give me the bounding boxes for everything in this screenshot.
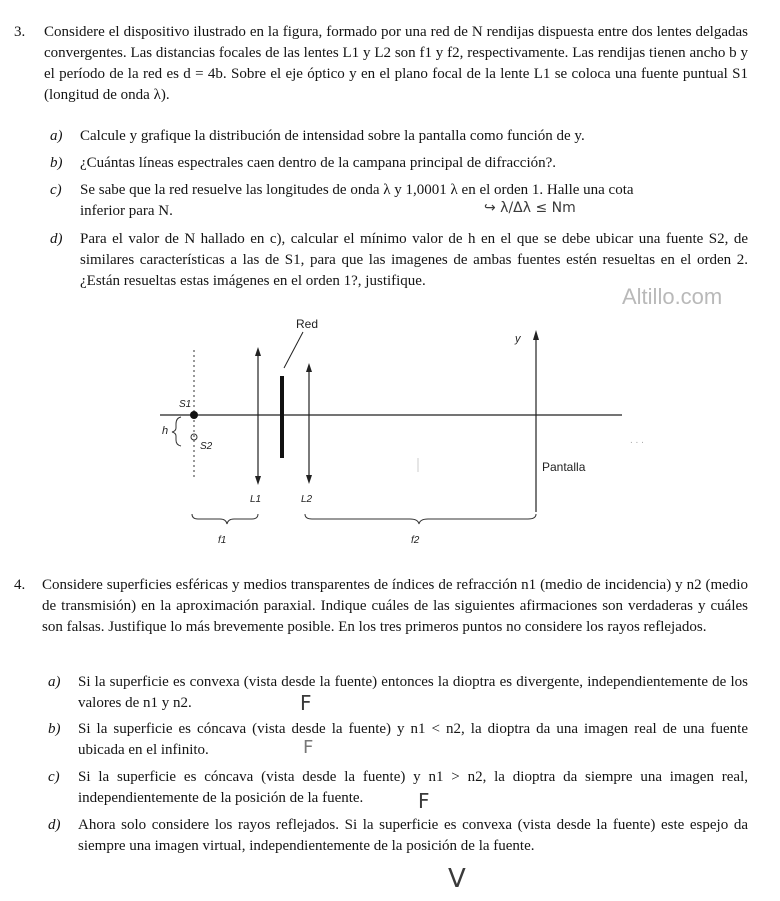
red-label: Red [296, 317, 319, 331]
problem-3-intro: Considere el dispositivo ilustrado en la figura, formado por una red de N rendijas dispuesta entre dos lentes delgadas convergentes. Las distancias focales de las lentes L1 y L2 son f1 y f2, respectivamente. Las rendijas tienen ancho b y el período de la red es d = 4b. Sobre el eje óptico y en el plano focal de la lente L1 se coloca una fuente puntual S1 (longitud de onda λ). [44, 24, 748, 103]
s2-label: S2 [200, 441, 213, 452]
problem-4-intro: Considere superficies esféricas y medios transparentes de índices de refracción n1 (medio de incidencia) y n2 (medio de transmisión) en la aproximación paraxial. Indique cuáles de las siguientes afirmaciones son verdaderas y cuáles son falsas. Justifique lo más brevemente posible. En los tres primeros puntos no considere los rayos reflejados. [42, 577, 748, 635]
item-text: Calcule y grafique la distribución de intensidad sobre la pantalla como función de y. [80, 128, 585, 144]
problem-4-item-a [48, 672, 748, 714]
item-label: d) [48, 817, 61, 833]
y-axis-arrow [533, 330, 539, 340]
watermark: Altillo.com [622, 284, 723, 309]
item-text: Se sabe que la red resuelve las longitudes de onda λ y 1,0001 λ en el orden 1. Halle una cota inferior para N. [80, 182, 634, 219]
f2-brace [305, 514, 536, 524]
trailing-dots: . . . [630, 435, 644, 446]
item-label: b) [48, 721, 61, 737]
y-label: y [515, 333, 521, 345]
item-label: d) [50, 231, 63, 247]
lens-l2-top-arrow [306, 363, 312, 372]
mark-b: F [303, 737, 314, 758]
h-label: h [162, 425, 169, 437]
item-label: c) [50, 182, 62, 198]
l1-label: L1 [250, 494, 262, 505]
problem-4-item-d [48, 815, 748, 857]
item-label: c) [48, 769, 60, 785]
grating-pointer [284, 332, 303, 368]
problem-3-number: 3. [14, 24, 26, 40]
item-label: b) [50, 155, 63, 171]
f1-label: f1 [218, 535, 227, 546]
lens-l2-bottom-arrow [306, 475, 312, 484]
mark-d: V [448, 864, 466, 894]
item-text: Si la superficie es convexa (vista desde la fuente) entonces la dioptra es divergente, independientemente de los valores de n1 y n2. [78, 674, 748, 711]
mark-c: F [418, 789, 430, 813]
item-text: Si la superficie es cóncava (vista desde la fuente) y n1 > n2, la dioptra da siempre una imagen real, independientemente de la posición de la fuente. [78, 769, 748, 806]
screen-label: Pantalla [542, 460, 586, 474]
s1-label: S1 [179, 399, 192, 410]
item-text: Si la superficie es cóncava (vista desde la fuente) y n1 < n2, la dioptra da una imagen real de una fuente ubicada en el infinito. [78, 721, 748, 758]
lens-l1-top-arrow [255, 347, 261, 356]
f2-label: f2 [411, 535, 420, 546]
item-text: Ahora solo considere los rayos reflejados. Si la superficie es convexa (vista desde la fuente) este espejo da siempre una imagen virtual, independientemente de la posición de la fuente. [78, 817, 748, 854]
problem-4-number: 4. [14, 577, 26, 593]
lens-l1-bottom-arrow [255, 476, 261, 485]
l2-label: L2 [301, 494, 313, 505]
problem-4-item-c [48, 767, 748, 809]
item-text: ¿Cuántas líneas espectrales caen dentro de la campana principal de difracción?. [80, 155, 557, 171]
h-brace [172, 417, 181, 446]
item-text: Para el valor de N hallado en c), calcular el mínimo valor de h en el que se debe ubicar una fuente S2, de similares características a las de S1, para que las imagenes de ambas fuentes estén resueltas en el orden 2. ¿Están resueltas estas imágenes en el orden 1?, justifique. [80, 231, 748, 289]
f1-brace [192, 514, 258, 524]
grating [280, 376, 284, 458]
handwritten-note: ↪ λ/Δλ ≤ Nm [484, 200, 576, 216]
problem-4-item-b [48, 719, 748, 761]
item-label: a) [48, 674, 61, 690]
mark-a: F [300, 691, 312, 715]
source-s1 [190, 411, 198, 419]
item-label: a) [50, 128, 63, 144]
